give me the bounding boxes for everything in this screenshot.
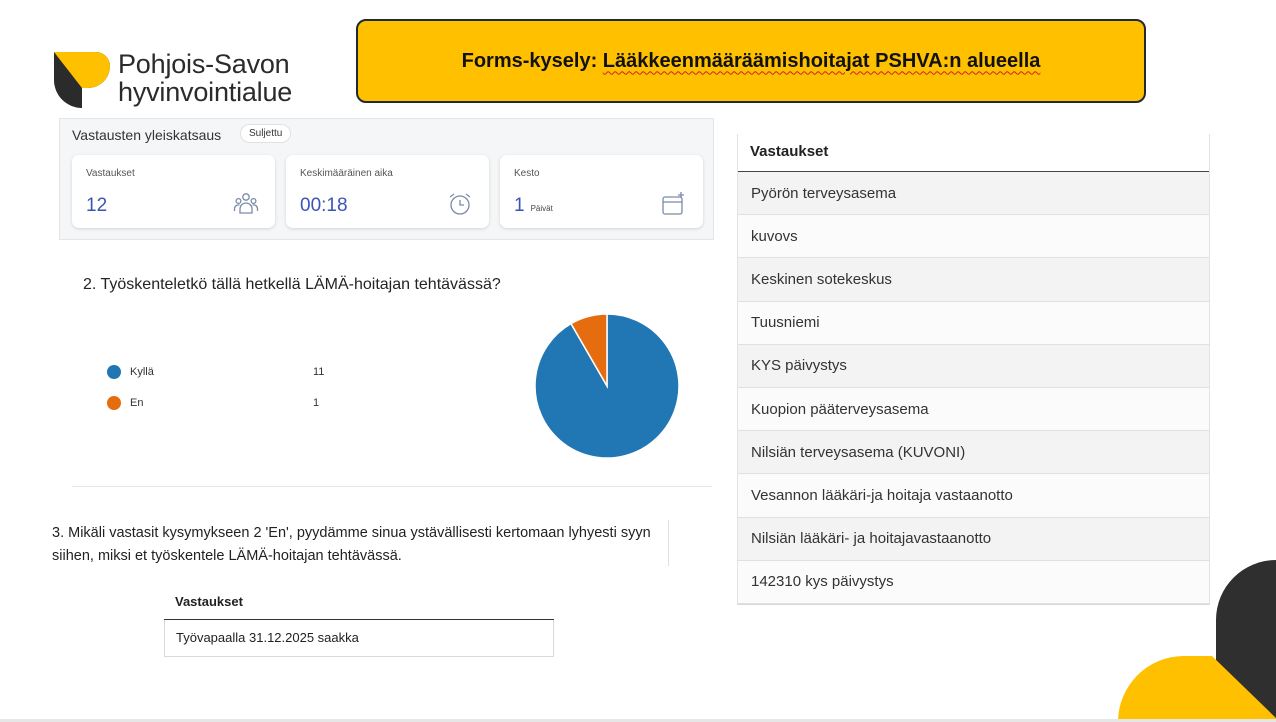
table-row: Nilsiän lääkäri- ja hoitajavastaanotto [738,518,1209,561]
stat-label: Keskimääräinen aika [300,168,393,179]
legend-item-en [107,394,320,412]
table-row: kuvovs [738,215,1209,258]
table-row: 142310 kys päivystys [738,561,1209,604]
table-row: Vesannon lääkäri-ja hoitaja vastaanotto [738,474,1209,517]
question-3-answers-table [164,588,554,657]
overview-title: Vastausten yleiskatsaus [72,127,222,143]
legend-swatch [107,365,121,379]
stat-value [514,195,553,217]
table-row: Pyörön terveysasema [738,172,1209,215]
stat-value [300,195,348,217]
stat-number: 00:18 [300,195,348,216]
legend-item-kylla [107,363,325,381]
table-header: Vastaukset [738,134,1209,172]
status-badge: Suljettu [240,124,291,143]
legend-label: En [130,397,144,409]
title-main: Lääkkeenmääräämishoitajat PSHVA:n alueella [602,49,1041,72]
legend-swatch [107,396,121,410]
stat-number: 12 [86,195,108,216]
logo-line-2: hyvinvointialue [118,77,293,107]
table-row: KYS päivystys [738,345,1209,388]
stat-label: Vastaukset [86,168,135,179]
logo-line-1: Pohjois-Savon [118,49,290,79]
logo-mark-icon [54,52,110,108]
legend-count: 1 [313,397,320,409]
responses-overview-panel [59,118,714,240]
stat-label: Kesto [514,168,540,179]
table-row: Tuusniemi [738,302,1209,345]
responses-table [737,134,1210,605]
table-body [738,172,1209,604]
section-divider [72,486,712,487]
question-2-title: 2. Työskenteletkö tällä hetkellä LÄMÄ-hoitajan tehtävässä? [83,276,501,293]
vertical-divider [668,520,669,566]
stat-card-average-time [286,155,489,228]
legend-label: Kyllä [130,366,154,378]
legend-count: 11 [313,366,325,378]
table-row: Nilsiän terveysasema (KUVONI) [738,431,1209,474]
stat-unit: Päivät [530,204,553,213]
people-icon [233,191,259,217]
stat-card-responses [72,155,275,228]
table-header: Vastaukset [164,588,554,620]
table-row: Työvapaalla 31.12.2025 saakka [164,620,554,657]
organization-logo [54,50,314,110]
stat-value [86,195,107,217]
pie-chart [533,312,681,460]
table-row: Keskinen sotekeskus [738,258,1209,301]
calendar-sparkle-icon [661,191,687,217]
logo-text [118,50,292,106]
slide-title [462,50,1041,73]
alarm-clock-icon [447,191,473,217]
table-row: Kuopion pääterveysasema [738,388,1209,431]
title-banner [356,19,1146,103]
stat-number: 1 [514,195,525,216]
question-3-text: 3. Mikäli vastasit kysymykseen 2 'En', pyydämme sinua ystävällisesti kertomaan lyhyesti syyn siihen, miksi et työskentele LÄMÄ-hoitajan tehtävässä. [52,525,651,564]
brand-decoration [1110,550,1276,722]
stat-card-duration [500,155,703,228]
title-prefix: Forms-kysely: [461,49,603,72]
